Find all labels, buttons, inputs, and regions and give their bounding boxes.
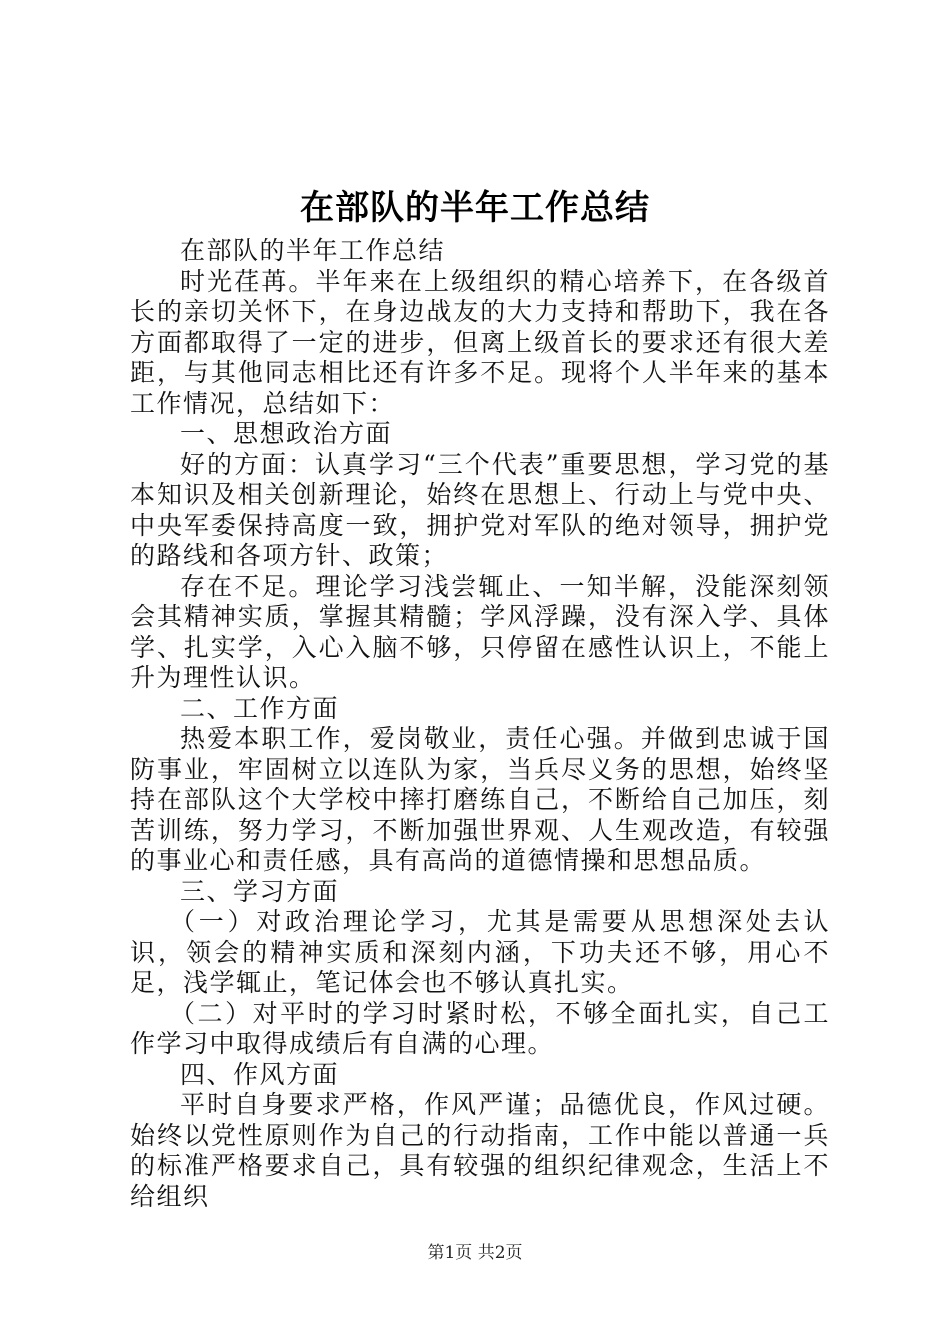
paragraph-style: 平时自身要求严格，作风严谨；品德优良，作风过硬。始终以党性原则作为自己的行动指南，工作中能以普通一兵的标准严格要求自己，具有较强的组织纪律观念，生活上不给组织 bbox=[130, 1090, 830, 1211]
paragraph-intro: 时光荏苒。半年来在上级组织的精心培养下，在各级首长的亲切关怀下，在身边战友的大力支持和帮助下，我在各方面都取得了一定的进步，但离上级首长的要求还有很大差距，与其他同志相比还有许多不足。现将个人半年来的基本工作情况，总结如下： bbox=[130, 266, 830, 418]
paragraph-study-2: （二）对平时的学习时紧时松，不够全面扎实，自己工作学习中取得成绩后有自满的心理。 bbox=[130, 998, 830, 1058]
section-heading-work: 二、工作方面 bbox=[180, 693, 340, 723]
paragraph-politics-shortcomings: 存在不足。理论学习浅尝辄止、一知半解，没能深刻领会其精神实质，掌握其精髓；学风浮躁，没有深入学、具体学、扎实学，入心入脑不够，只停留在感性认识上，不能上升为理性认识。 bbox=[130, 571, 830, 692]
paragraph-work: 热爱本职工作，爱岗敬业，责任心强。并做到忠诚于国防事业，牢固树立以连队为家，当兵尽义务的思想，始终坚持在部队这个大学校中摔打磨练自己，不断给自己加压，刻苦训练，努力学习，不断加强世界观、人生观改造，有较强的事业心和责任感，具有高尚的道德情操和思想品质。 bbox=[130, 724, 830, 875]
section-heading-politics: 一、思想政治方面 bbox=[180, 419, 393, 448]
paragraph-study-1: （一）对政治理论学习，尤其是需要从思想深处去认识，领会的精神实质和深刻内涵，下功夫还不够，用心不足，浅学辄止，笔记体会也不够认真扎实。 bbox=[130, 907, 830, 997]
paragraph-politics-strengths: 好的方面：认真学习“三个代表”重要思想，学习党的基本知识及相关创新理论，始终在思想上、行动上与党中央、中央军委保持高度一致，拥护党对军队的绝对领导，拥护党的路线和各项方针、政策； bbox=[130, 449, 830, 570]
document-title: 在部队的半年工作总结 bbox=[300, 188, 650, 228]
section-heading-study: 三、学习方面 bbox=[180, 876, 340, 906]
paragraph-subtitle: 在部队的半年工作总结 bbox=[180, 236, 446, 265]
section-heading-style: 四、作风方面 bbox=[180, 1059, 340, 1089]
document-body bbox=[130, 236, 830, 1212]
page-number-footer: 第1页 共2页 bbox=[427, 1243, 523, 1263]
